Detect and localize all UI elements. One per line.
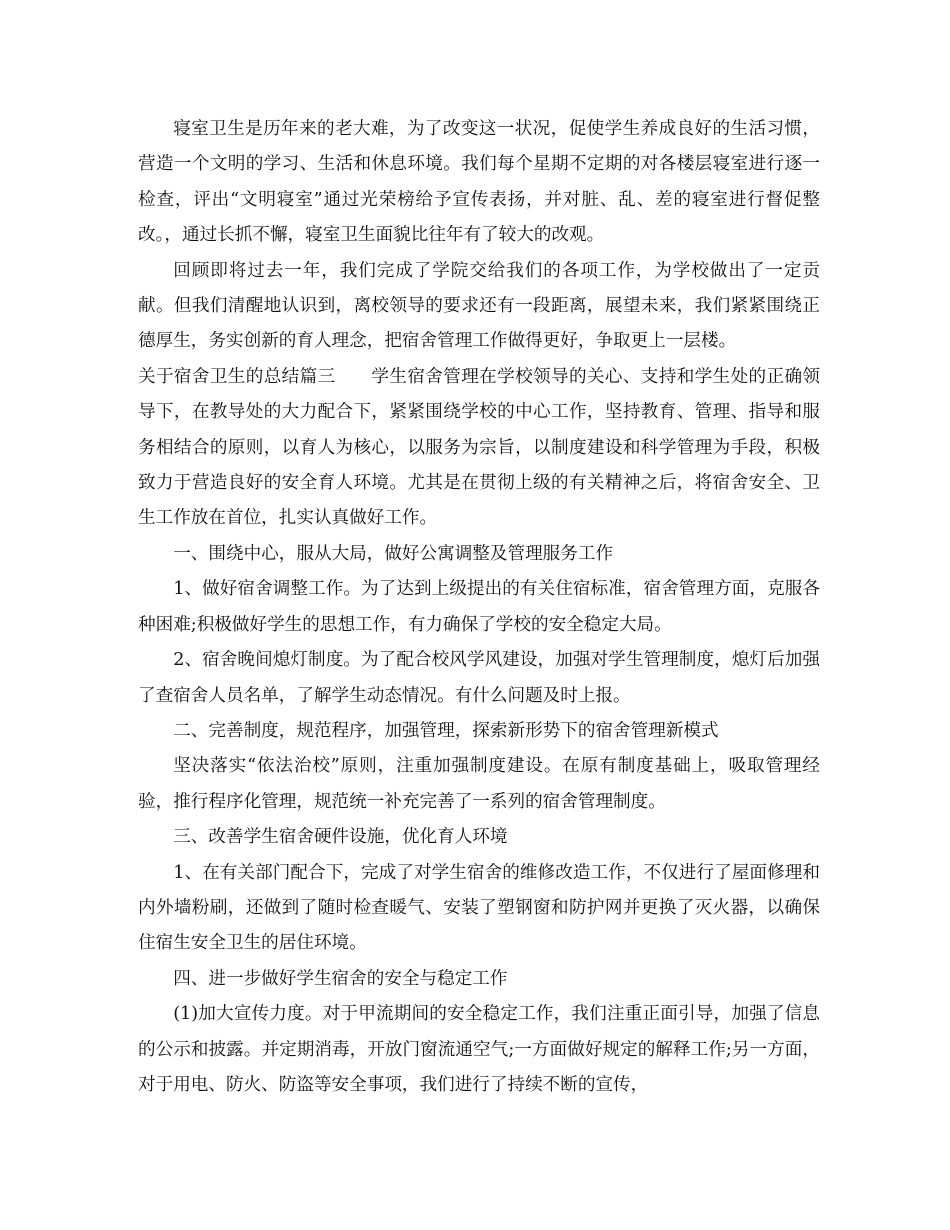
paragraph-renovation: 1、在有关部门配合下，完成了对学生宿舍的维修改造工作，不仅进行了屋面修理和内外墙粉刷，还做到了随时检查暖气、安装了塑钢窗和防护网并更换了灭火器，以确保住宿生安全卫生的居住环境。 bbox=[138, 862, 820, 954]
paragraph-year-review: 回顾即将过去一年，我们完成了学院交给我们的各项工作，为学校做出了一定贡献。但我们清醒地认识到，离校领导的要求还有一段距离，展望未来，我们紧紧围绕正德厚生，务实创新的育人理念，把宿舍管理工作做得更好，争取更上一层楼。 bbox=[138, 260, 820, 352]
heading-section-two: 二、完善制度，规范程序，加强管理，探索新形势下的宿舍管理新模式 bbox=[173, 720, 719, 741]
document-body bbox=[138, 112, 820, 1103]
paragraph-lights-out: 2、宿舍晚间熄灯制度。为了配合校风学风建设，加强对学生管理制度，熄灯后加强了查宿舍人员名单，了解学生动态情况。有什么问题及时上报。 bbox=[138, 650, 820, 706]
paragraph-rule-of-law: 坚决落实“依法治校”原则，注重加强制度建设。在原有制度基础上，吸取管理经验，推行程序化管理，规范统一补充完善了一系列的宿舍管理制度。 bbox=[138, 756, 820, 812]
heading-section-four: 四、进一步做好学生宿舍的安全与稳定工作 bbox=[173, 968, 508, 989]
heading-section-one: 一、围绕中心，服从大局，做好公寓调整及管理服务工作 bbox=[173, 543, 614, 564]
paragraph-dorm-adjustment: 1、做好宿舍调整工作。为了达到上级提出的有关住宿标准，宿舍管理方面，克服各种困难;积极做好学生的思想工作，有力确保了学校的安全稳定大局。 bbox=[138, 579, 820, 635]
heading-section-three: 三、改善学生宿舍硬件设施，优化育人环境 bbox=[173, 827, 508, 848]
paragraph-summary-part-three: 关于宿舍卫生的总结篇三 学生宿舍管理在学校领导的关心、支持和学生处的正确领导下，在教导处的大力配合下，紧紧围绕学校的中心工作，坚持教育、管理、指导和服务相结合的原则，以育人为核心，以服务为宗旨，以制度建设和科学管理为手段，积极致力于营造良好的安全育人环境。尤其是在贯彻上级的有关精神之后，将宿舍安全、卫生工作放在首位，扎实认真做好工作。 bbox=[138, 366, 820, 529]
paragraph-dorm-hygiene: 寝室卫生是历年来的老大难，为了改变这一状况，促使学生养成良好的生活习惯，营造一个文明的学习、生活和休息环境。我们每个星期不定期的对各楼层寝室进行逐一检查，评出“文明寝室”通过光荣榜给予宣传表扬，并对脏、乱、差的寝室进行督促整改。，通过长抓不懈，寝室卫生面貌比往年有了较大的改观。 bbox=[138, 119, 820, 246]
paragraph-publicity: (1)加大宣传力度。对于甲流期间的安全稳定工作，我们注重正面引导，加强了信息的公示和披露。并定期消毒，开放门窗流通空气;一方面做好规定的解释工作;另一方面，对于用电、防火、防盗等安全事项，我们进行了持续不断的宣传， bbox=[138, 1004, 820, 1095]
